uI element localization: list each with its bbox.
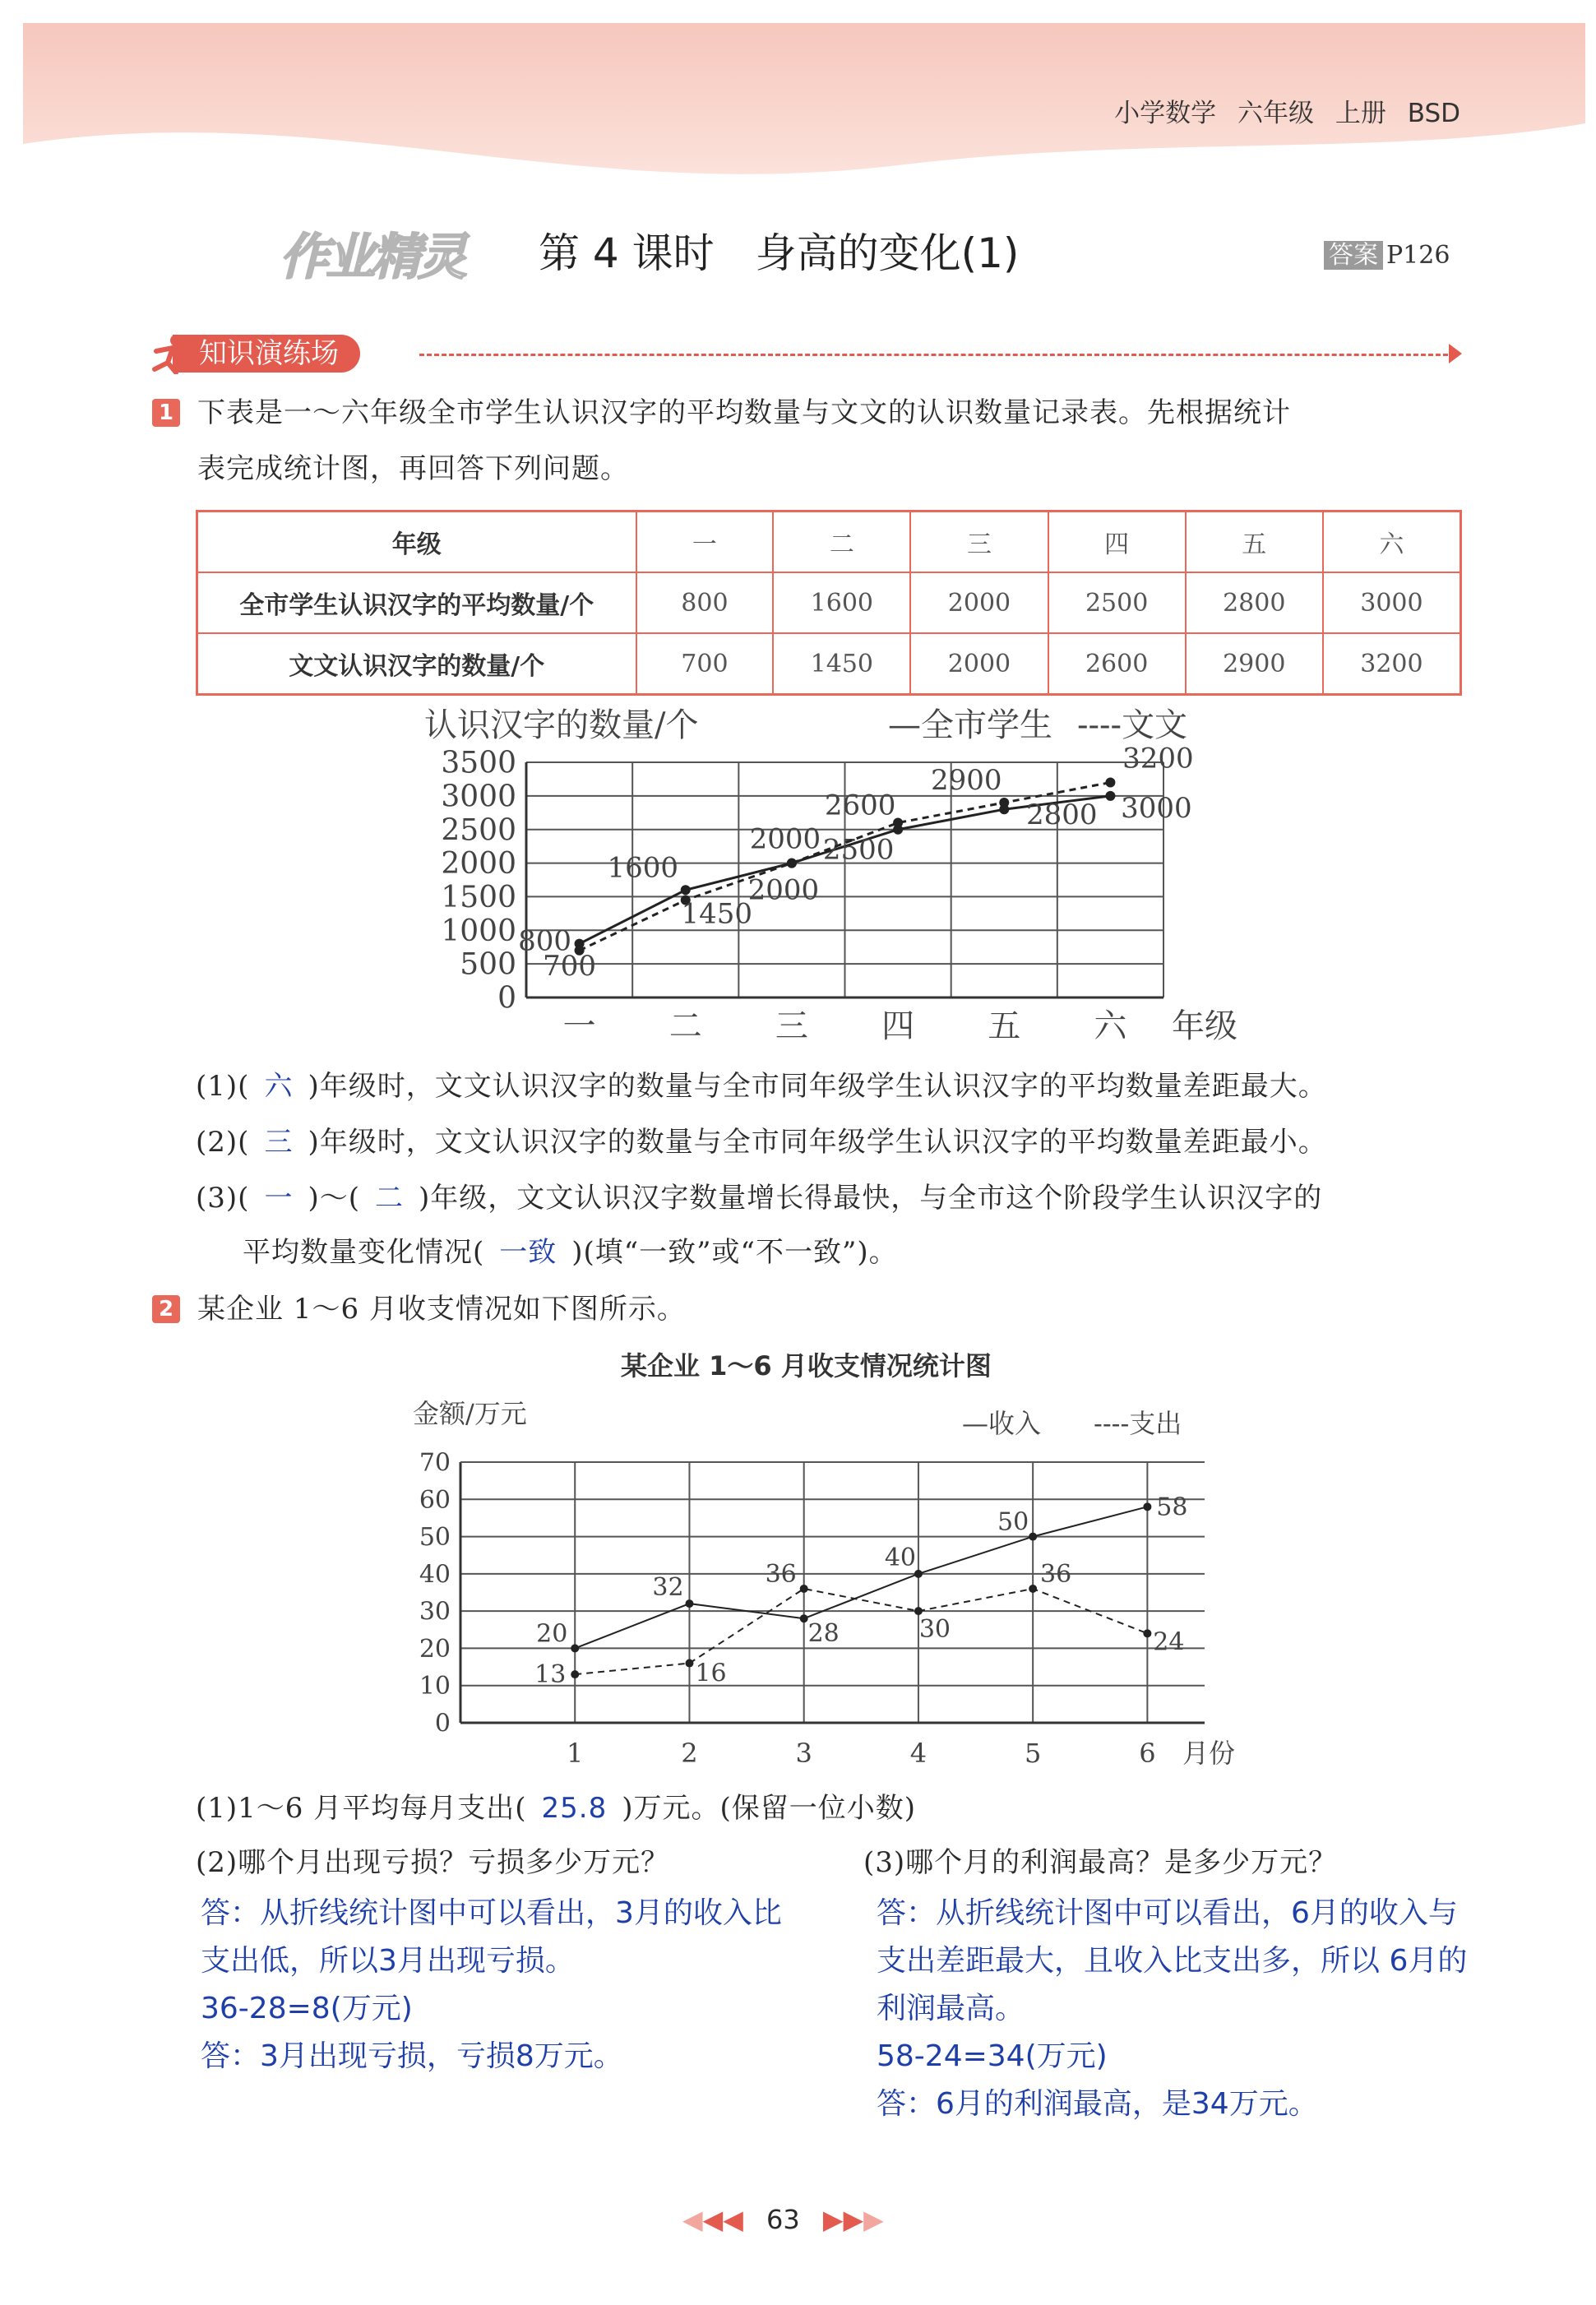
chart-hanzi-count bbox=[395, 703, 1250, 1048]
data-point bbox=[1029, 1533, 1037, 1541]
y-tick-label: 2000 bbox=[441, 847, 516, 882]
table-cell: 3000 bbox=[1323, 572, 1461, 633]
section-arrow-icon bbox=[1449, 344, 1462, 363]
q1-sub3 bbox=[196, 1171, 1322, 1225]
table-header-cell: 年级 bbox=[197, 511, 636, 573]
data-point bbox=[1105, 791, 1115, 801]
q1-sub2-pre: (2)( bbox=[196, 1126, 250, 1159]
data-label: 2500 bbox=[822, 833, 895, 867]
data-label: 16 bbox=[695, 1659, 727, 1688]
y-tick-label: 70 bbox=[419, 1448, 451, 1478]
answer-page: P126 bbox=[1386, 241, 1450, 270]
q1-sub3-line2-post: )(填“一致”或“不一致”)。 bbox=[571, 1236, 898, 1269]
table-cell: 800 bbox=[636, 572, 774, 633]
q1-sub1-answer: 六 bbox=[264, 1070, 294, 1103]
question-number: 1 bbox=[152, 399, 180, 427]
answer-reference bbox=[1324, 234, 1450, 271]
data-label: 2800 bbox=[1025, 798, 1098, 832]
header-edition: BSD bbox=[1407, 99, 1460, 128]
q1-sub2-answer: 三 bbox=[264, 1126, 294, 1159]
table-header-cell: 二 bbox=[773, 511, 910, 573]
data-label: 1600 bbox=[607, 851, 679, 885]
data-point bbox=[1143, 1629, 1151, 1637]
x-tick-label: 2 bbox=[681, 1738, 698, 1768]
x-axis-label: 年级 bbox=[1172, 1007, 1237, 1045]
q2-sub1-pre: (1)1～6 月平均每月支出( bbox=[196, 1792, 527, 1825]
y-tick-label: 30 bbox=[419, 1597, 451, 1627]
table-cell: 2900 bbox=[1186, 633, 1323, 695]
answer-line: 36-28=8(万元) bbox=[201, 1992, 413, 2025]
q2-sub2-question: (2)哪个月出现亏损？亏损多少万元？ bbox=[196, 1846, 670, 1879]
q1-text-line1: 下表是一～六年级全市学生认识汉字的平均数量与文文的认识数量记录表。先根据统计 bbox=[197, 396, 1291, 429]
question-number: 2 bbox=[152, 1295, 180, 1323]
x-axis-label: 月份 bbox=[1182, 1738, 1236, 1768]
chart2-legend-solid: —收入 bbox=[962, 1408, 1042, 1439]
x-tick-label: 一 bbox=[562, 1007, 596, 1045]
page-number: 63 bbox=[766, 2204, 800, 2235]
answer-line: 答：3月出现亏损，亏损8万元。 bbox=[201, 2039, 623, 2073]
table-cell: 700 bbox=[636, 633, 774, 695]
q1-sub3-answer-a: 一 bbox=[264, 1182, 294, 1215]
prev-arrow-icon[interactable]: ◀◀ bbox=[702, 2204, 743, 2235]
data-point bbox=[914, 1607, 923, 1615]
chart-income-expense bbox=[395, 1390, 1266, 1768]
chart1-legend-dashed: ----文文 bbox=[1077, 706, 1188, 744]
data-point bbox=[800, 1614, 808, 1622]
q1-sub3-answer-b: 二 bbox=[374, 1182, 404, 1215]
table-cell: 1600 bbox=[773, 572, 910, 633]
q1-sub1-pre: (1)( bbox=[196, 1070, 250, 1103]
data-label: 24 bbox=[1153, 1627, 1185, 1657]
answer-line: 支出低，所以3月出现亏损。 bbox=[201, 1944, 575, 1978]
x-tick-label: 六 bbox=[1094, 1007, 1127, 1045]
answer-line: 答：从折线统计图中可以看出，3月的收入比 bbox=[201, 1896, 782, 1930]
y-tick-label: 40 bbox=[419, 1560, 451, 1590]
data-point bbox=[800, 1585, 808, 1593]
header-info bbox=[1114, 92, 1460, 129]
x-tick-label: 3 bbox=[795, 1738, 812, 1768]
table-header-cell: 三 bbox=[910, 511, 1048, 573]
table-row bbox=[197, 633, 1461, 695]
y-tick-label: 3000 bbox=[441, 780, 516, 814]
chart2-legend-dashed: ----支出 bbox=[1094, 1408, 1182, 1439]
data-label: 13 bbox=[534, 1660, 567, 1690]
data-label: 36 bbox=[765, 1559, 797, 1589]
x-tick-label: 5 bbox=[1024, 1738, 1042, 1768]
header-subject: 小学数学 bbox=[1114, 99, 1217, 128]
q1-sub2-post: )年级时，文文认识汉字的数量与全市同年级学生认识汉字的平均数量差距最小。 bbox=[308, 1126, 1327, 1159]
page-title: 第 4 课时 身高的变化(1) bbox=[539, 229, 1020, 277]
answer-label: 答案 bbox=[1324, 241, 1383, 270]
x-tick-label: 6 bbox=[1139, 1738, 1156, 1768]
data-point bbox=[685, 1659, 693, 1668]
section-label: 知识演练场 bbox=[173, 335, 360, 373]
data-label: 28 bbox=[807, 1619, 840, 1649]
data-point bbox=[1105, 778, 1115, 788]
y-tick-label: 50 bbox=[419, 1523, 451, 1553]
data-point bbox=[571, 1670, 579, 1678]
stats-table bbox=[196, 510, 1462, 696]
table-cell: 2800 bbox=[1186, 572, 1323, 633]
table-header-cell: 六 bbox=[1323, 511, 1461, 573]
q1-text-line2: 表完成统计图，再回答下列问题。 bbox=[197, 452, 629, 485]
y-tick-label: 2500 bbox=[441, 813, 516, 848]
data-point bbox=[1029, 1585, 1037, 1593]
data-point bbox=[999, 798, 1009, 808]
data-label: 50 bbox=[997, 1507, 1029, 1537]
data-label: 2000 bbox=[747, 873, 820, 907]
q2-sub3-answer bbox=[877, 1890, 1467, 2128]
y-tick-label: 0 bbox=[497, 981, 516, 1016]
data-label: 58 bbox=[1156, 1493, 1188, 1522]
q2-chart-title: 某企业 1～6 月收支情况统计图 bbox=[621, 1350, 992, 1382]
q1-sub1 bbox=[196, 1059, 1327, 1113]
data-label: 3000 bbox=[1121, 791, 1192, 825]
q2-sub1-answer: 25.8 bbox=[541, 1792, 608, 1825]
y-tick-label: 60 bbox=[419, 1485, 451, 1515]
q1-sub3-pre: (3)( bbox=[196, 1182, 250, 1215]
q2-sub2-answer bbox=[201, 1890, 782, 2081]
data-label: 2900 bbox=[930, 764, 1002, 798]
data-label: 36 bbox=[1040, 1559, 1072, 1589]
table-cell: 2500 bbox=[1048, 572, 1186, 633]
pagination bbox=[682, 2204, 884, 2235]
brand-logo: 作业精灵 bbox=[280, 229, 464, 286]
table-header-cell: 五 bbox=[1186, 511, 1323, 573]
data-label: 40 bbox=[884, 1543, 917, 1572]
data-point bbox=[571, 1644, 579, 1652]
x-tick-label: 五 bbox=[988, 1007, 1021, 1045]
answer-line: 58-24=34(万元) bbox=[877, 2039, 1108, 2073]
answer-line: 利润最高。 bbox=[877, 1992, 1025, 2025]
y-tick-label: 10 bbox=[419, 1672, 451, 1701]
data-label: 2600 bbox=[824, 789, 896, 822]
table-header-row bbox=[197, 511, 1461, 573]
y-tick-label: 3500 bbox=[441, 746, 516, 780]
table-cell: 2000 bbox=[910, 633, 1048, 695]
data-point bbox=[1143, 1502, 1151, 1511]
table-row bbox=[197, 572, 1461, 633]
next-arrow-light-icon: ▶ bbox=[863, 2204, 884, 2235]
y-tick-label: 1000 bbox=[441, 914, 516, 948]
data-label: 700 bbox=[543, 949, 597, 983]
answer-line: 支出差距最大，且收入比支出多，所以 6月的 bbox=[877, 1944, 1468, 1978]
x-tick-label: 二 bbox=[668, 1007, 702, 1045]
q1-sub3-mid: )～( bbox=[308, 1182, 360, 1215]
data-point bbox=[685, 1599, 693, 1608]
answer-line: 答：从折线统计图中可以看出，6月的收入与 bbox=[877, 1896, 1458, 1930]
data-label: 2000 bbox=[749, 822, 821, 856]
x-tick-label: 4 bbox=[909, 1738, 928, 1768]
y-tick-label: 0 bbox=[434, 1709, 451, 1738]
x-tick-label: 1 bbox=[567, 1738, 584, 1768]
table-cell: 3200 bbox=[1323, 633, 1461, 695]
q1-sub3-line2-pre: 平均数量变化情况( bbox=[243, 1236, 485, 1269]
q2-text: 某企业 1～6 月收支情况如下图所示。 bbox=[197, 1293, 686, 1326]
table-row-label: 全市学生认识汉字的平均数量/个 bbox=[197, 572, 636, 633]
next-arrow-icon[interactable]: ▶▶ bbox=[822, 2204, 864, 2235]
data-label: 32 bbox=[652, 1573, 684, 1603]
prev-arrow-light-icon: ◀ bbox=[682, 2204, 703, 2235]
chart1-legend-solid: —全市学生 bbox=[888, 706, 1052, 744]
q1-sub3-post: )年级，文文认识汉字数量增长得最快，与全市这个阶段学生认识汉字的 bbox=[418, 1182, 1323, 1215]
section-divider bbox=[419, 354, 1455, 356]
y-tick-label: 20 bbox=[419, 1634, 451, 1664]
header-grade: 六年级 bbox=[1237, 99, 1314, 128]
header-volume: 上册 bbox=[1335, 99, 1386, 128]
q1-sub1-post: )年级时，文文认识汉字的数量与全市同年级学生认识汉字的平均数量差距最大。 bbox=[308, 1070, 1327, 1103]
chart1-ylabel: 认识汉字的数量/个 bbox=[424, 706, 699, 744]
table-row-label: 文文认识汉字的数量/个 bbox=[197, 633, 636, 695]
data-label: 1450 bbox=[681, 897, 753, 931]
runner-icon bbox=[148, 333, 191, 374]
table-header-cell: 四 bbox=[1048, 511, 1186, 573]
answer-line: 答：6月的利润最高，是34万元。 bbox=[877, 2087, 1318, 2121]
data-point bbox=[681, 885, 691, 895]
q1-sub2 bbox=[196, 1115, 1327, 1169]
q2-sub1 bbox=[196, 1781, 916, 1835]
data-label: 3200 bbox=[1122, 742, 1194, 775]
data-point bbox=[787, 859, 797, 868]
data-label: 800 bbox=[518, 924, 572, 958]
x-tick-label: 四 bbox=[881, 1007, 915, 1045]
data-label: 20 bbox=[536, 1619, 568, 1649]
table-cell: 1450 bbox=[773, 633, 910, 695]
y-tick-label: 500 bbox=[460, 947, 516, 982]
q2-sub1-post: )万元。(保留一位小数) bbox=[622, 1792, 916, 1825]
y-tick-label: 1500 bbox=[441, 881, 516, 915]
q1-sub3-line2 bbox=[243, 1225, 898, 1280]
table-cell: 2000 bbox=[910, 572, 1048, 633]
table-header-cell: 一 bbox=[636, 511, 774, 573]
chart2-ylabel: 金额/万元 bbox=[413, 1398, 527, 1429]
table-cell: 2600 bbox=[1048, 633, 1186, 695]
x-tick-label: 三 bbox=[775, 1007, 808, 1045]
q2-sub3-question: (3)哪个月的利润最高？是多少万元？ bbox=[863, 1846, 1338, 1879]
data-label: 30 bbox=[918, 1615, 951, 1645]
q1-sub3-answer-c: 一致 bbox=[499, 1236, 557, 1269]
